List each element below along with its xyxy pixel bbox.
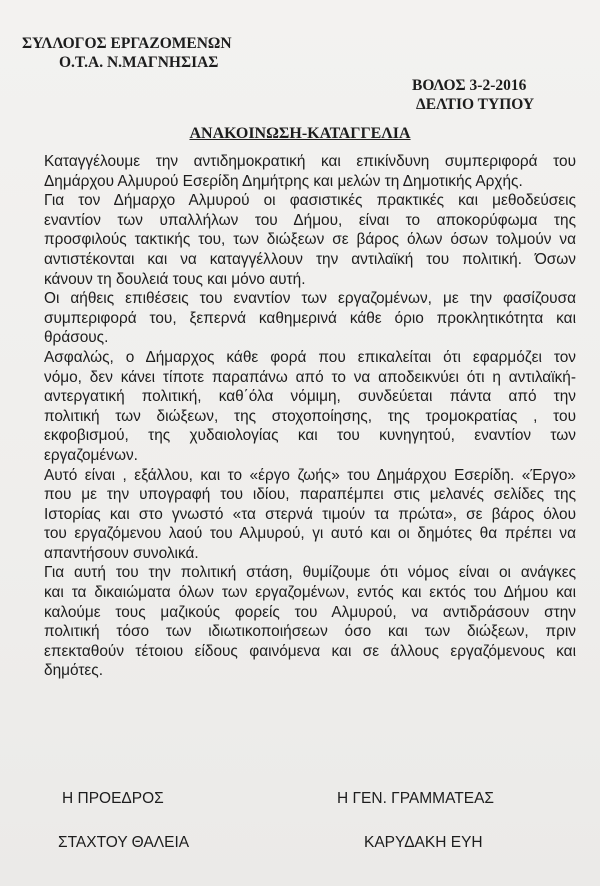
body-line: και τα δικαιώματα όλων των εργαζομένων, εντός και εκτός του Δήμου και (44, 584, 576, 602)
place-date: ΒΟΛΟΣ 3-2-2016 (412, 77, 527, 94)
announcement-body (44, 152, 576, 681)
body-line: αντεργατική πολιτική, καθ΄όλα νόμιμη, συνδεύεται πάντα από την (44, 388, 576, 406)
body-line: συμπεριφορά του, ξεπερνά καθημερινά κάθε όριο προκλητικότητα και (44, 309, 576, 327)
organization-name: ΣΥΛΛΟΓΟΣ ΕΡΓΑΖΟΜΕΝΩΝ (22, 35, 232, 52)
president-role: Η ΠΡΟΕΔΡΟΣ (62, 790, 164, 807)
body-line: Οι αήθεις επιθέσεις του εναντίον των εργαζομένων, με την φασίζουσα (44, 290, 576, 308)
body-line: Δημάρχου Αλμυρού Εσερίδη Δημήτρης και μελών τη Δημοτικής Αρχής. (44, 172, 523, 190)
document-type: ΔΕΛΤΙΟ ΤΥΠΟΥ (416, 96, 535, 113)
date-header (412, 76, 534, 114)
body-line: πολιτική τόσο των ιδιωτικοποιήσεων όσο και των διώξεων, πριν (44, 623, 576, 641)
body-line: του εργαζόμενου λαού του Αλμυρού, γι αυτό και οι δημότες θα πρέπει να (44, 525, 576, 543)
body-line: επεκταθούν τέτοιου είδους φαινόμενα και σε άλλους εργαζόμενους και (44, 642, 576, 660)
organization-region: Ο.Τ.Α. Ν.ΜΑΓΝΗΣΙΑΣ (59, 54, 219, 71)
body-line: εναντίον των υπαλλήλων του Δήμου, είναι το αποκορύφωμα της (44, 211, 576, 229)
body-line: Καταγγέλουμε την αντιδημοκρατική και επικίνδυνη συμπεριφορά του (44, 153, 576, 170)
body-line: Ιστορίας και στο γνωστό «τα στερνά τιμούν τα πρώτα», σε βάρος όλου (44, 505, 576, 523)
secretary-name: ΚΑΡΥΔΑΚΗ ΕΥΗ (364, 834, 483, 851)
body-line: Ασφαλώς, ο Δήμαρχος κάθε φορά που επικαλείται ότι εφαρμόζει τον (44, 348, 576, 366)
body-line: πολιτική των διώξεων, της στοχοποίησης, της τρομοκρατίας , του (44, 407, 576, 425)
body-line: Για αυτή του την πολιτική στάση, θυμίζουμε ότι νόμος είναι οι ανάγκες (44, 564, 576, 582)
body-line: θράσους. (44, 329, 109, 347)
body-line: κάνουν τη δουλειά τους και μόνο αυτή. (44, 270, 306, 288)
body-line: εκφοβισμού, της χυδαιολογίας και του κυνηγητού, εναντίον των (44, 427, 576, 445)
body-line: καλούμε τους μαζικούς φορείς του Αλμυρού, να αντιδράσουν στην (44, 603, 576, 621)
body-line: νόμο, δεν κάνει τίποτε παραπάνω από το να αποδεικνύει ότι η αντιλαϊκή- (44, 368, 576, 386)
body-line: προσφιλούς τακτικής του, των διώξεων σε βάρος όλων όσων τολμούν να (44, 231, 576, 249)
president-name: ΣΤΑΧΤΟΥ ΘΑΛΕΙΑ (58, 834, 190, 851)
body-line: δημότες. (44, 662, 103, 680)
document-title: ΑΝΑΚΟΙΝΩΣΗ-ΚΑΤΑΓΓΕΛΙΑ (189, 125, 411, 142)
body-line: εργαζομένων. (44, 446, 138, 464)
body-line: που με την υπογραφή του ιδίου, παραπέμπει στις μελανές σελίδες της (44, 486, 576, 504)
organization-header (22, 34, 232, 72)
body-line: Για τον Δήμαρχο Αλμυρού οι φασιστικές πρακτικές και μεθοδεύσεις (44, 192, 576, 210)
body-line: αντιστέκονται και να καταγγέλλουν την αντιλαϊκή του πολιτική. Όσων (44, 250, 576, 268)
body-line: απαντήσουν συνολικά. (44, 544, 199, 562)
body-line: Αυτό είναι , εξάλλου, και το «έργο ζωής» του Δημάρχου Εσερίδη. «Έργο» (44, 466, 576, 484)
secretary-role: Η ΓΕΝ. ΓΡΑΜΜΑΤΕΑΣ (337, 790, 494, 807)
